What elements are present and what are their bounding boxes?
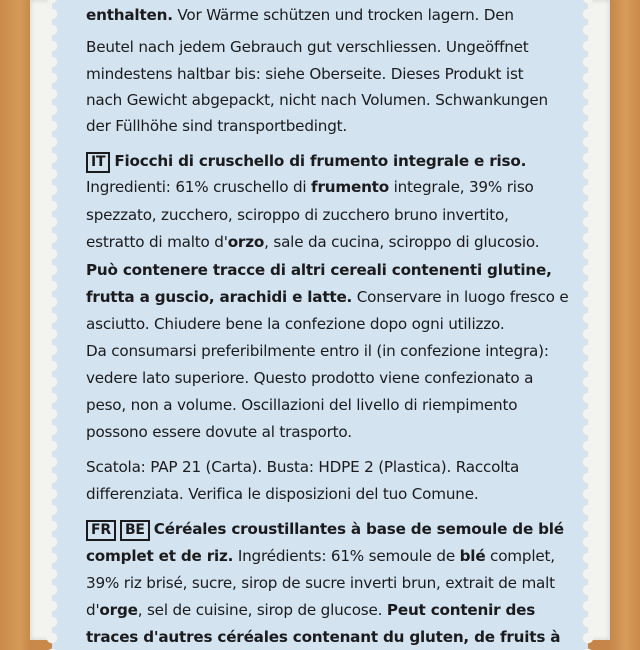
de-line-2: Beutel nach jedem Gebrauch gut verschliessen. Ungeöffnet (86, 38, 529, 56)
it-text: Ingredienti: 61% cruschello di (86, 178, 312, 196)
fr-ingredients-line-1: 39% riz brisé, sucre, sirop de sucre inverti brun, extrait de malt (86, 574, 555, 592)
de-line-3: mindestens haltbar bis: siehe Oberseite. Dieses Produkt ist (86, 65, 524, 83)
it-allergen-bold: frumento (311, 178, 389, 196)
fr-title-line-2 (86, 545, 555, 567)
it-storage-line-3: vedere lato superiore. Questo prodotto viene confezionato a (86, 369, 534, 387)
fr-title-line (86, 518, 564, 540)
it-title-line (86, 150, 526, 172)
it-allergen-line-2 (86, 286, 568, 308)
it-allergen-line-1: Può contenere tracce di altri cereali contenenti glutine, (86, 261, 552, 279)
it-text: estratto di malto d' (86, 233, 228, 251)
fr-title: Céréales croustillantes à base de semoule de blé (153, 520, 564, 538)
de-line-5: der Füllhöhe sind transportbedingt. (86, 117, 348, 135)
fr-allergen-bold: Peut contenir des (386, 601, 536, 619)
fr-text: , sel de cuisine, sirop de glucose. (137, 601, 387, 619)
it-ingredients-line-1 (86, 176, 534, 198)
it-recycle-line-1: Scatola: PAP 21 (Carta). Busta: HDPE 2 (Plastica). Raccolta (86, 458, 520, 476)
it-recycle-line-2: differenziata. Verifica le disposizioni del tuo Comune. (86, 485, 479, 503)
it-storage-line-1: asciutto. Chiudere bene la confezione dopo ogni utilizzo. (86, 315, 505, 333)
be-language-tag: BE (120, 520, 150, 541)
it-text: , sale da cucina, sciroppo di glucosio. (264, 233, 540, 251)
fr-ingredients-line-2 (86, 599, 535, 621)
it-allergen-bold: orzo (227, 233, 265, 251)
it-language-tag: IT (86, 152, 110, 173)
fr-allergen-bold: orge (99, 601, 138, 619)
de-line-4: nach Gewicht abgepackt, nicht nach Volumen. Schwankungen (86, 91, 548, 109)
de-line-1 (86, 4, 514, 26)
de-text: Vor Wärme schützen und trocken lagern. Den (172, 6, 514, 24)
it-allergen-bold: frutta a guscio, arachidi e latte. (86, 288, 353, 306)
it-text: Conservare in luogo fresco e (352, 288, 569, 306)
fr-text: d' (86, 601, 100, 619)
it-title: Fiocchi di cruschello di frumento integrale e riso. (114, 152, 527, 170)
fr-text: Ingrédients: 61% semoule de (233, 547, 460, 565)
de-bold-text: enthalten. (86, 6, 173, 24)
fr-title-bold: complet et de riz. (86, 547, 234, 565)
fr-language-tag: FR (86, 520, 116, 541)
fr-allergen-bold: blé (459, 547, 486, 565)
it-storage-line-2: Da consumarsi preferibilmente entro il (in confezione integra): (86, 342, 549, 360)
label-right-perforated-edge (580, 0, 596, 650)
it-text: integrale, 39% riso (388, 178, 534, 196)
fr-text: complet, (485, 547, 555, 565)
it-storage-line-4: peso, non a volume. Oscillazioni del livello di riempimento (86, 396, 518, 414)
it-storage-line-5: possono essere dovute al trasporto. (86, 423, 352, 441)
it-ingredients-line-3 (86, 231, 539, 253)
it-ingredients-line-2: spezzato, zucchero, sciroppo di zucchero bruno invertito, (86, 206, 509, 224)
label-left-perforated-edge (44, 0, 60, 650)
fr-ingredients-line-3: traces d'autres céréales contenant du gluten, de fruits à (86, 628, 561, 646)
